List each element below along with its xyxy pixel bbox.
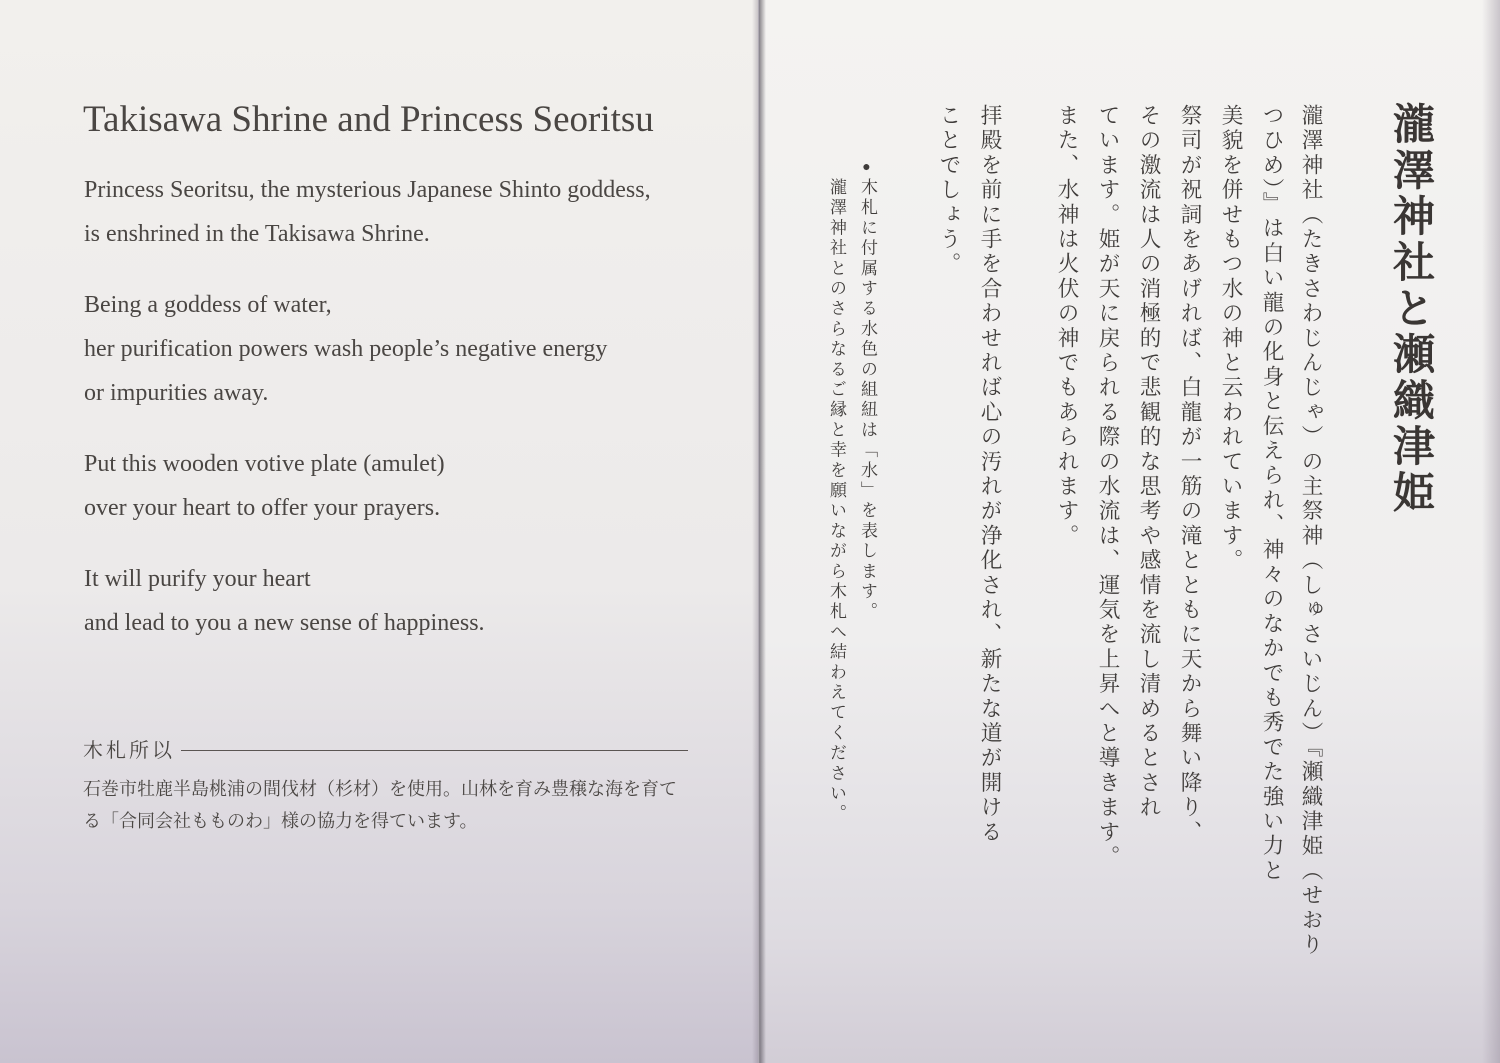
- english-line: is enshrined in the Takisawa Shrine.: [84, 221, 430, 247]
- japanese-column: 祭司が祝詞をあげれば、白龍が一筋の滝とともに天から舞い降り、: [1178, 104, 1202, 845]
- book-gutter: [752, 0, 766, 1063]
- note-line: る「合同会社もものわ」様の協力を得ています。: [83, 811, 478, 831]
- japanese-column: その激流は人の消極的で悲観的な思考や感情を流し清めるとされ: [1137, 104, 1161, 821]
- english-body: [84, 168, 724, 672]
- english-line: It will purify your heart: [84, 566, 311, 592]
- english-line: or impurities away.: [84, 380, 269, 406]
- japanese-column: 瀧澤神社（たきさわじんじゃ）の主祭神（しゅさいじん）『瀬織津姫（せおり: [1299, 104, 1323, 958]
- note-header-row: [83, 734, 688, 763]
- english-line: her purification powers wash people’s negative energy: [84, 336, 608, 362]
- note-bullet: ●: [859, 160, 874, 175]
- english-title: Takisawa Shrine and Princess Seoritsu: [83, 99, 654, 140]
- japanese-title: 瀧澤神社と瀬織津姫: [1387, 102, 1433, 516]
- japanese-note-column: 瀧澤神社とのさらなるご縁と幸を願いながら木札へ結わえてください。: [827, 178, 846, 825]
- english-line: Princess Seoritsu, the mysterious Japanese Shinto goddess,: [84, 177, 651, 203]
- japanese-column: また、水神は火伏の神でもあられます。: [1055, 104, 1079, 549]
- japanese-column: つひめ）』は白い龍の化身と伝えられ、神々のなかでも秀でた強い力と: [1260, 104, 1284, 884]
- note-divider: [181, 750, 688, 751]
- page-edge-shadow: [1482, 0, 1500, 1063]
- note-header: 木札所以: [83, 740, 175, 762]
- japanese-note-column: 木札に付属する水色の組紐は「水」を表します。: [858, 178, 877, 623]
- english-paragraph-1: [84, 168, 724, 256]
- english-line: Being a goddess of water,: [84, 292, 332, 318]
- wooden-plate-note: [83, 734, 688, 837]
- english-paragraph-3: [84, 442, 724, 530]
- note-text: [83, 773, 688, 837]
- note-line: 石巻市牡鹿半島桃浦の間伐材（杉材）を使用。山林を育み豊穣な海を育て: [83, 779, 677, 799]
- japanese-column: 美貌を併せもつ水の神と云われています。: [1219, 104, 1243, 574]
- english-line: over your heart to offer your prayers.: [84, 495, 441, 521]
- japanese-column: 拝殿を前に手を合わせれば心の汚れが浄化され、新たな道が開ける: [978, 104, 1002, 845]
- english-line: and lead to you a new sense of happiness.: [84, 610, 485, 636]
- english-line: Put this wooden votive plate (amulet): [84, 451, 445, 477]
- english-paragraph-2: [84, 283, 724, 415]
- english-paragraph-4: [84, 557, 724, 645]
- japanese-column: ています。姫が天に戻られる際の水流は、運気を上昇へと導きます。: [1096, 104, 1120, 870]
- japanese-column: ことでしょう。: [937, 104, 961, 277]
